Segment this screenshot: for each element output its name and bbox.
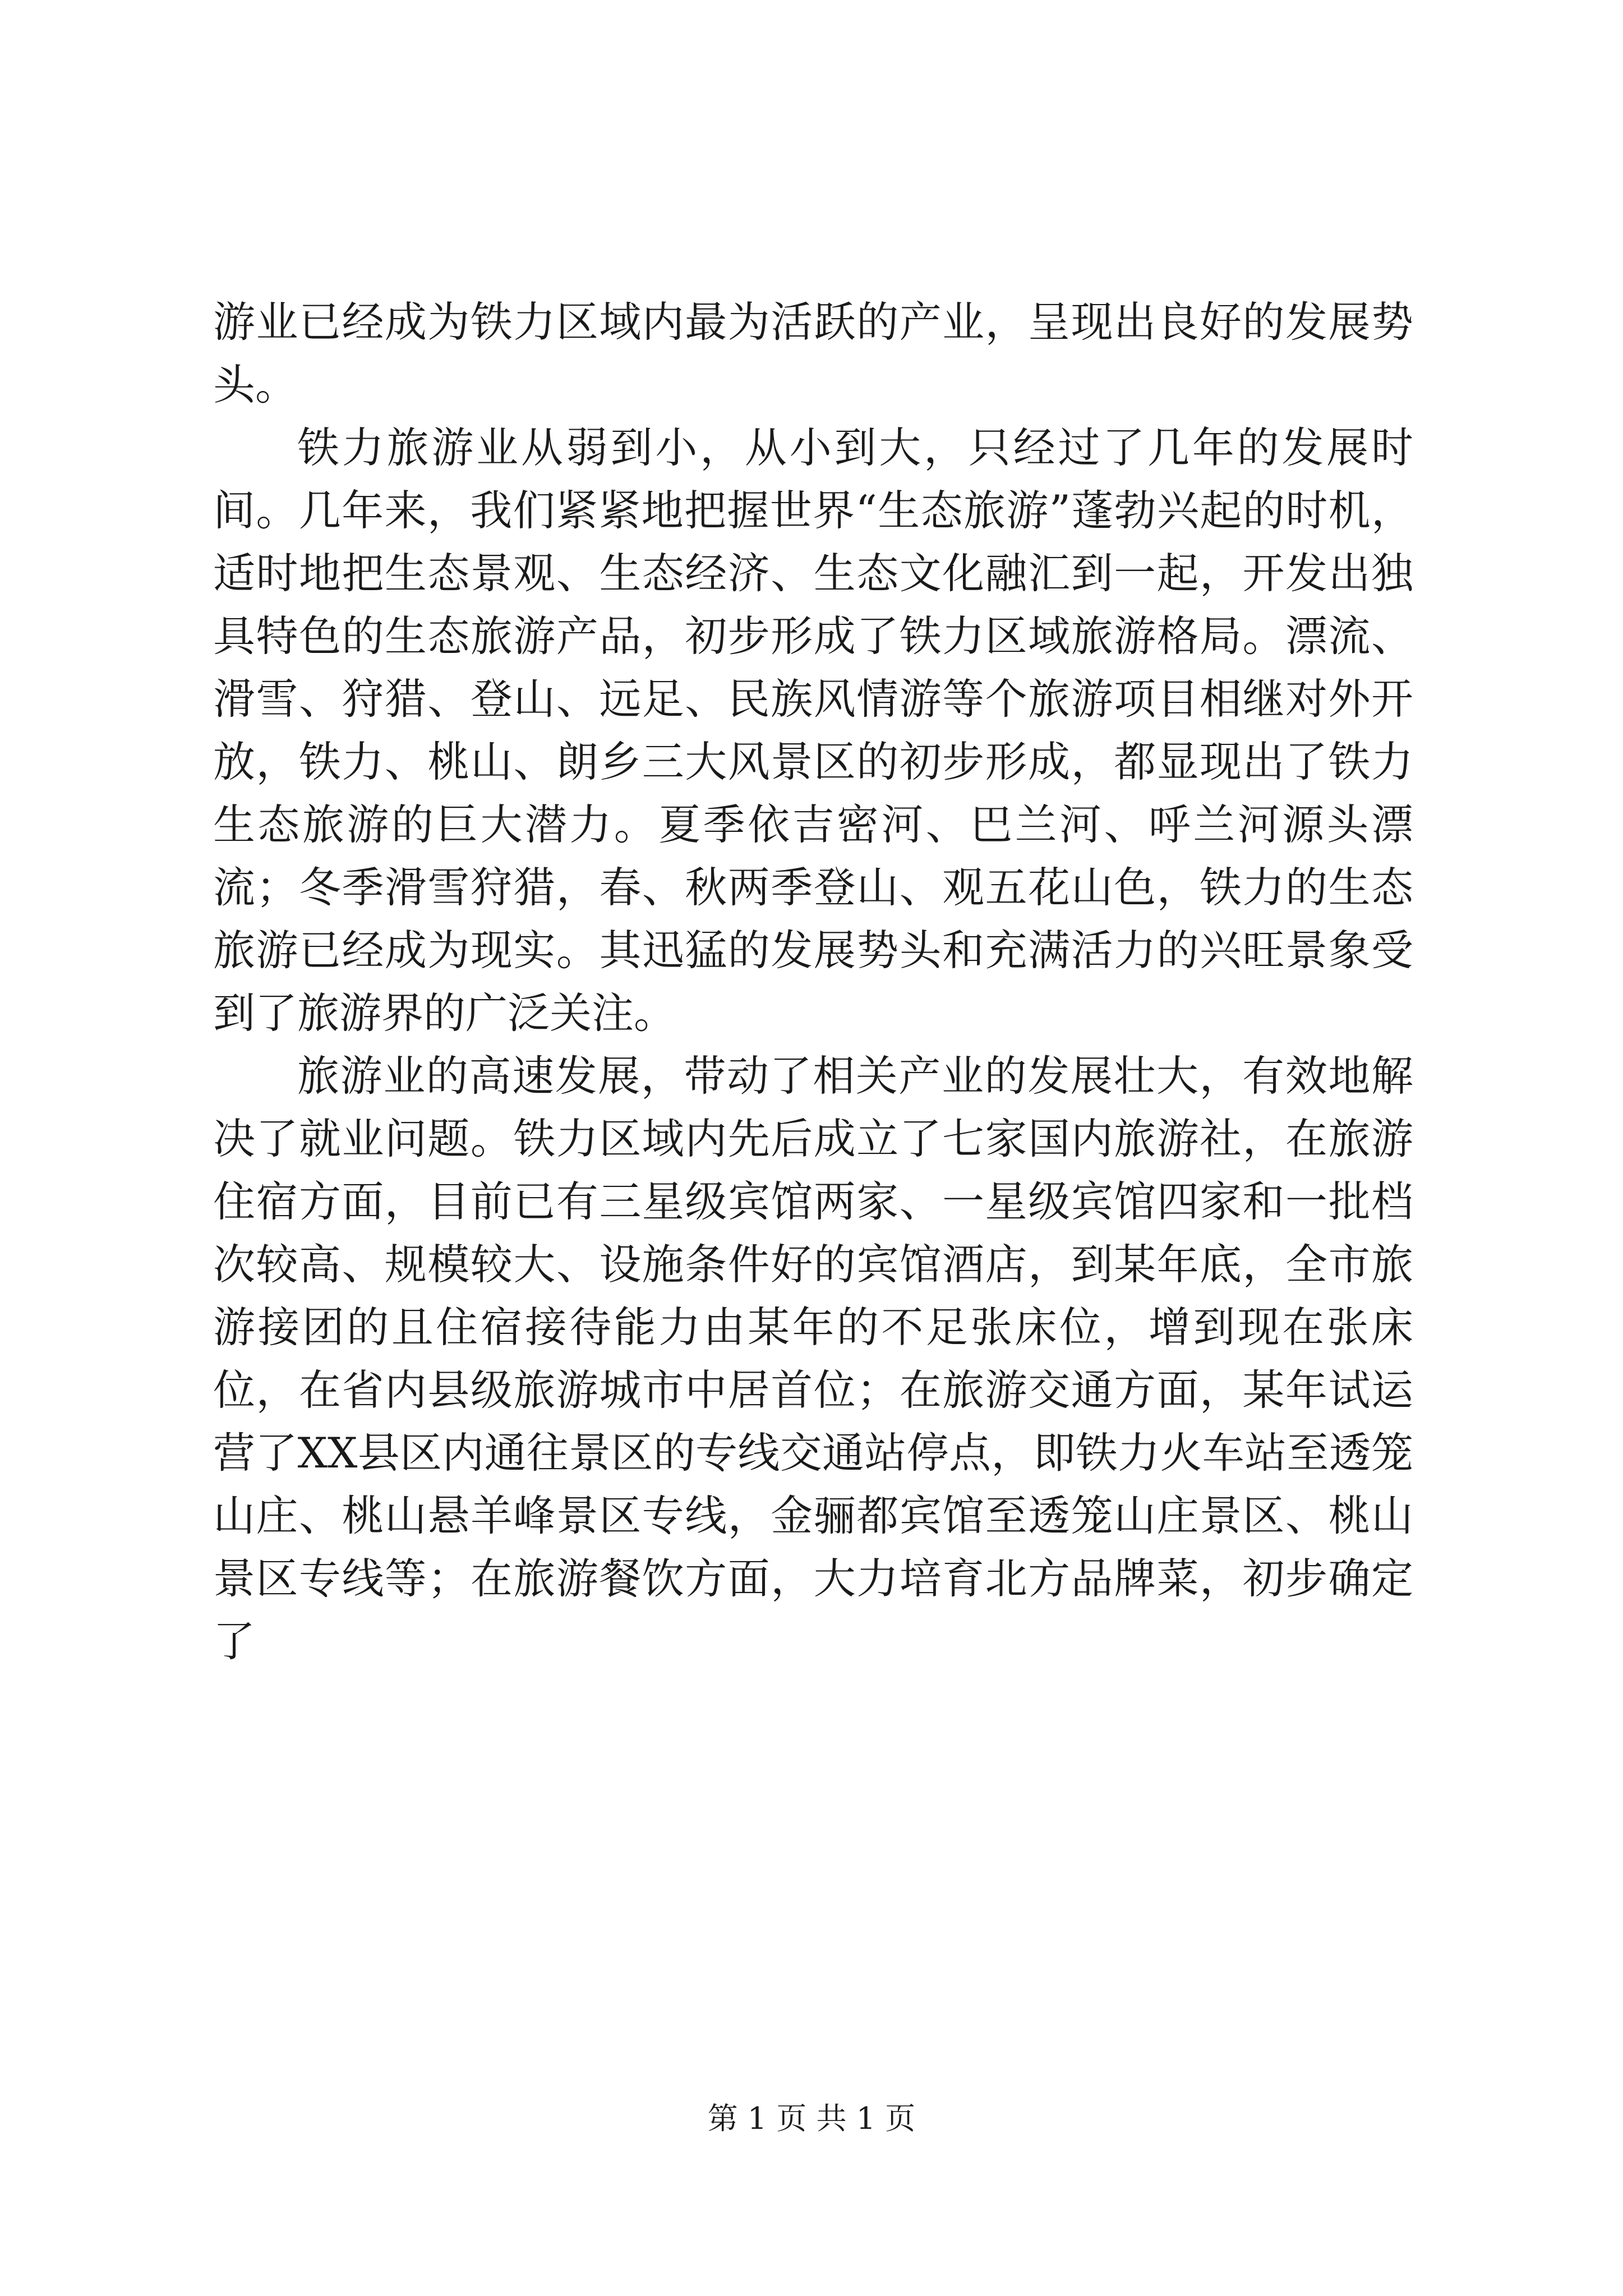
- paragraph-continuation: 游业已经成为铁力区域内最为活跃的产业，呈现出良好的发展势头。: [213, 297, 1413, 409]
- page-footer: 第 1 页 共 1 页: [707, 2101, 916, 2136]
- document-body: [213, 291, 1413, 1673]
- paragraph-tourism-growth: 铁力旅游业从弱到小，从小到大，只经过了几年的发展时间。几年来，我们紧紧地把握世界“生态旅游”蓬勃兴起的时机，适时地把生态景观、生态经济、生态文化融汇到一起，开发出独具特色的生态旅游产品，初步形成了铁力区域旅游格局。漂流、滑雪、狩猎、登山、远足、民族风情游等个旅游项目相继对外开放，铁力、桃山、朗乡三大风景区的初步形成，都显现出了铁力生态旅游的巨大潜力。夏季依吉密河、巴兰河、呼兰河源头漂流；冬季滑雪狩猎，春、秋两季登山、观五花山色，铁力的生态旅游已经成为现实。其迅猛的发展势头和充满活力的兴旺景象受到了旅游界的广泛关注。: [213, 423, 1413, 1038]
- paragraph-related-industries: 旅游业的高速发展，带动了相关产业的发展壮大，有效地解决了就业问题。铁力区域内先后成立了七家国内旅游社，在旅游住宿方面，目前已有三星级宾馆两家、一星级宾馆四家和一批档次较高、规模较大、设施条件好的宾馆酒店，到某年底，全市旅游接团的且住宿接待能力由某年的不足张床位，增到现在张床位，在省内县级旅游城市中居首位；在旅游交通方面，某年试运营了XX县区内通往景区的专线交通站停点，即铁力火车站至透笼山庄、桃山悬羊峰景区专线，金骊都宾馆至透笼山庄景区、桃山景区专线等；在旅游餐饮方面，大力培育北方品牌菜，初步确定了: [213, 1051, 1413, 1666]
